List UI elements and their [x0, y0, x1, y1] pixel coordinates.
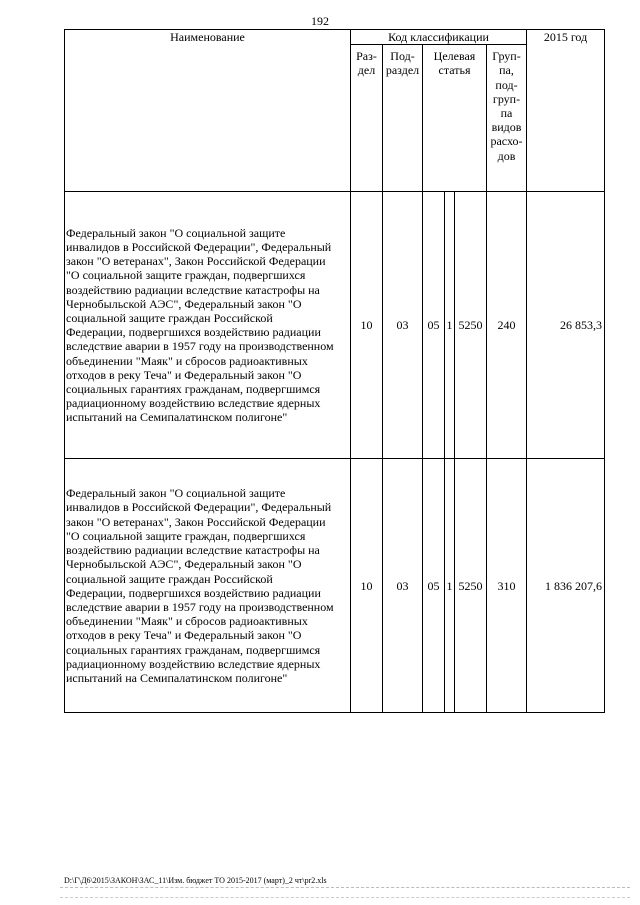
razdel-cell: 10	[351, 459, 383, 713]
header-vidy-line: видов	[491, 120, 522, 135]
name-line: объединении "Маяк" и сбросов радиоактивных	[66, 353, 308, 368]
name-line: отходов в реку Теча" и Федеральный закон "О	[66, 367, 302, 382]
header-vidy-line: па,	[499, 63, 514, 78]
name-line: инвалидов в Российской Федерации", Федеральный	[66, 500, 332, 515]
table-row	[65, 459, 605, 713]
name-line: "О социальной защите граждан, подвергшихся	[66, 268, 306, 283]
celevaya-statya-part2: 1	[445, 192, 455, 459]
budget-table	[64, 29, 605, 713]
name-line: испытаний на Семипалатинском полигоне"	[66, 670, 288, 685]
header-podrazdel-line: раздел	[385, 63, 420, 78]
header-podrazdel-line: Под-	[390, 49, 415, 64]
name-line: социальных гарантиях гражданам, подвергшимся	[66, 642, 321, 657]
file-path-footer: D:\Г\Д6\2015\ЗАКОН\ЗАС_11\Изм. бюджет ТО 2015-2017 (март)_2 чт\pr2.xls	[64, 876, 327, 885]
header-row-top	[65, 30, 605, 45]
name-line: испытаний на Семипалатинском полигоне"	[66, 410, 288, 425]
celevaya-statya-part1: 05	[423, 192, 445, 459]
header-celevaya-statya	[423, 45, 487, 192]
scan-artifact-line	[60, 897, 630, 899]
name-line: социальной защите граждан Российской	[66, 571, 273, 586]
header-vidy-line: Груп-	[492, 49, 521, 64]
name-line: воздействию радиации вследствие катастрофы на	[66, 282, 320, 297]
podrazdel-cell: 03	[383, 192, 423, 459]
name-line: радиационному воздействию вследствие ядерных	[66, 656, 321, 671]
header-celevaya-line: статья	[438, 63, 471, 78]
celevaya-statya-part2: 1	[445, 459, 455, 713]
header-razdel	[351, 45, 383, 192]
name-line: закон "О ветеранах", Закон Российской Федерации	[66, 254, 326, 269]
name-line: отходов в реку Теча" и Федеральный закон "О	[66, 628, 302, 643]
name-line: вследствие аварии в 1957 году на производственном	[66, 339, 334, 354]
header-vidy-rashodov	[487, 45, 527, 192]
header-razdel-line: дел	[357, 63, 376, 78]
name-line: инвалидов в Российской Федерации", Федеральный	[66, 239, 332, 254]
name-line: воздействию радиации вследствие катастрофы на	[66, 543, 320, 558]
header-vidy-line: под-	[495, 77, 518, 92]
vid-rashodov-cell: 310	[487, 459, 527, 713]
header-vidy-line: па	[500, 106, 513, 121]
name-line: Федеральный закон "О социальной защите	[66, 225, 286, 240]
name-line: Федерации, подвергшихся воздействию радиации	[66, 325, 321, 340]
name-line: вследствие аварии в 1957 году на производственном	[66, 599, 334, 614]
name-line: радиационному воздействию вследствие ядерных	[66, 396, 321, 411]
table-row	[65, 192, 605, 459]
header-vidy-line: расхо-	[490, 134, 523, 149]
name-line: Чернобыльской АЭС", Федеральный закон "О	[66, 557, 302, 572]
amount-cell: 26 853,3	[527, 192, 605, 459]
header-celevaya-line: Целевая	[433, 49, 476, 64]
podrazdel-cell: 03	[383, 459, 423, 713]
name-line: социальной защите граждан Российской	[66, 311, 273, 325]
header-classification: Код классификации	[351, 30, 527, 45]
header-vidy-line: дов	[497, 148, 516, 163]
name-line: "О социальной защите граждан, подвергшихся	[66, 528, 306, 543]
name-line: социальных гарантиях гражданам, подвергшимся	[66, 382, 321, 397]
header-vidy-line: груп-	[492, 91, 521, 106]
name-line: закон "О ветеранах", Закон Российской Федерации	[66, 514, 326, 529]
row-name	[65, 459, 351, 713]
celevaya-statya-part3: 5250	[455, 459, 487, 713]
header-razdel-line: Раз-	[356, 49, 377, 64]
celevaya-statya-part1: 05	[423, 459, 445, 713]
vid-rashodov-cell: 240	[487, 192, 527, 459]
header-podrazdel	[383, 45, 423, 192]
name-line: Федерации, подвергшихся воздействию радиации	[66, 585, 321, 600]
name-line: Федеральный закон "О социальной защите	[66, 486, 286, 501]
name-line: Чернобыльской АЭС", Федеральный закон "О	[66, 296, 302, 311]
header-year: 2015 год	[527, 30, 605, 192]
scan-artifact-line	[60, 887, 630, 889]
razdel-cell: 10	[351, 192, 383, 459]
row-name	[65, 192, 351, 459]
amount-cell: 1 836 207,6	[527, 459, 605, 713]
header-name: Наименование	[65, 30, 351, 192]
page-number: 192	[311, 14, 329, 28]
name-line: объединении "Маяк" и сбросов радиоактивных	[66, 614, 308, 629]
celevaya-statya-part3: 5250	[455, 192, 487, 459]
